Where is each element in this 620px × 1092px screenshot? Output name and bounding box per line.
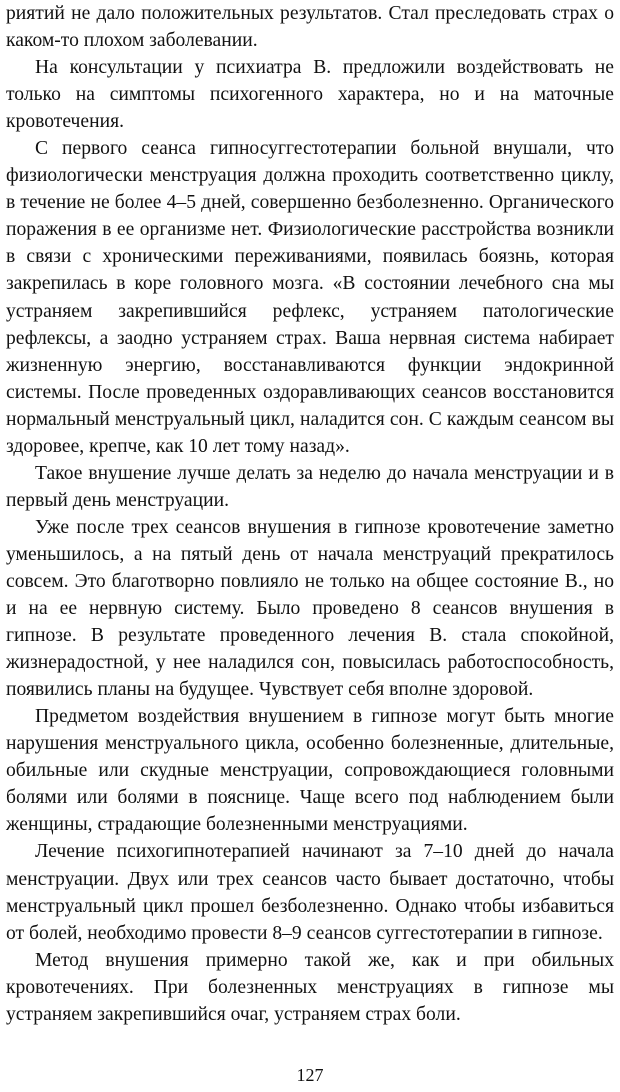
body-text <box>6 0 614 1028</box>
paragraph-1: риятий не дало положительных результатов. Стал преследовать страх о каком-то плохом заболевании. <box>6 3 614 52</box>
paragraph-3: С первого сеанса гипносуггестотерапии больной внушали, что физиологически менструация должна проходить соответственно циклу, в течение не более 4–5 дней, совершенно безболезненно. Органического поражения в ее организме нет. Физиологические расстройства возникли в связи с хроническими переживаниями, появилась боязнь, которая закрепилась в коре головного мозга. «В состоянии лечебного сна мы устраняем закрепившийся рефлекс, устраняем патологические рефлексы, а заодно устраняем страх. Ваша нервная система набирает жизненную энергию, восстанавливаются функции эндокринной системы. После проведенных оздоравливающих сеансов восстановится нормальный менструальный цикл, наладится сон. С каждым сеансом вы здоровее, крепче, как 10 лет тому назад». <box>6 138 614 457</box>
page-number: 127 <box>296 1065 324 1085</box>
paragraph-2: На консультации у психиатра В. предложили воздействовать не только на симптомы психогенного характера, но и на маточные кровотечения. <box>6 57 614 133</box>
paragraph-8: Метод внушения примерно такой же, как и при обильных кровотечениях. При болезненных менструациях в гипнозе мы устраняем закрепившийся очаг, устраняем страх боли. <box>6 949 614 1025</box>
paragraph-4: Такое внушение лучше делать за неделю до начала менструации и в первый день менструации. <box>6 462 614 511</box>
paragraph-5: Уже после трех сеансов внушения в гипнозе кровотечение заметно уменьшилось, а на пятый день от начала менструаций прекратилось совсем. Это благотворно повлияло не только на общее состояние В., но и на ее нервную систему. Было проведено 8 сеансов внушения в гипнозе. В результате проведенного лечения В. стала спокойной, жизнерадостной, у нее наладился сон, повысилась работоспособность, появились планы на будущее. Чувствует себя вполне здоровой. <box>6 516 614 701</box>
paragraph-6: Предметом воздействия внушением в гипнозе могут быть многие нарушения менструального цикла, особенно болезненные, длительные, обильные или скудные менструации, сопровождающиеся головными болями или болями в пояснице. Чаще всего под наблюдением были женщины, страдающие болезненными менструациями. <box>6 706 614 836</box>
paragraph-7: Лечение психогипнотерапией начинают за 7–10 дней до начала менструации. Двух или трех сеансов часто бывает достаточно, чтобы менструальный цикл прошел безболезненно. Однако чтобы избавиться от болей, необходимо провести 8–9 сеансов суггестотерапии в гипнозе. <box>6 841 614 944</box>
